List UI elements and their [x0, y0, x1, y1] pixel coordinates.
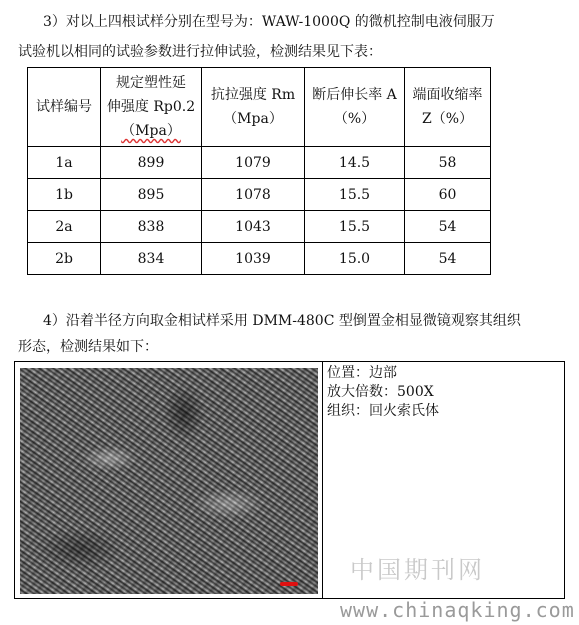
header-reduction-of-area: 端面收缩率 Z（%）	[405, 68, 491, 147]
table-row	[28, 147, 491, 179]
header-elongation: 断后伸长率 A （%）	[305, 68, 405, 147]
table-cell: 15.5	[305, 179, 405, 211]
table-row	[28, 211, 491, 243]
table-cell: 1079	[202, 147, 305, 179]
info-magnification: 放大倍数：500X	[327, 384, 434, 400]
table-cell: 1078	[202, 179, 305, 211]
section3-line2: 试验机以相同的试验参数进行拉伸试验，检测结果见下表：	[18, 44, 382, 60]
table-cell: 15.5	[305, 211, 405, 243]
table-cell: 15.0	[305, 243, 405, 275]
figure-divider	[322, 362, 323, 598]
section4-line1: 4）沿着半径方向取金相试样采用 DMM-480C 型倒置金相显微镜观察其组织	[43, 313, 521, 329]
table-cell: 895	[101, 179, 202, 211]
table-row	[28, 179, 491, 211]
table-cell: 899	[101, 147, 202, 179]
header-yield-strength: 规定塑性延 伸强度 Rp0.2 （Mpa）	[101, 68, 202, 147]
info-structure: 组织：回火索氏体	[327, 403, 439, 419]
watermark-url: www.chinaqking.com	[340, 598, 575, 622]
table-cell: 834	[101, 243, 202, 275]
table-cell: 1b	[28, 179, 101, 211]
tensile-results-table	[27, 67, 491, 275]
header-tensile-strength: 抗拉强度 Rm （Mpa）	[202, 68, 305, 147]
table-cell: 54	[405, 211, 491, 243]
micrograph-image	[20, 368, 318, 594]
header-sample-id: 试样编号	[28, 68, 101, 147]
table-cell: 838	[101, 211, 202, 243]
table-cell: 1a	[28, 147, 101, 179]
table-cell: 58	[405, 147, 491, 179]
micrograph-info	[327, 364, 439, 421]
info-position: 位置：边部	[327, 365, 397, 381]
table-cell: 2b	[28, 243, 101, 275]
scale-bar-mark	[280, 582, 298, 586]
table-cell: 14.5	[305, 147, 405, 179]
section3-line1: 3）对以上四根试样分别在型号为：WAW-1000Q 的微机控制电液伺服万	[43, 14, 495, 30]
section4-line2: 形态，检测结果如下：	[18, 339, 158, 355]
table-cell: 2a	[28, 211, 101, 243]
watermark-cn: 中国期刊网	[350, 556, 485, 584]
table-cell: 60	[405, 179, 491, 211]
table-header-row	[28, 68, 491, 147]
table-row	[28, 243, 491, 275]
table-cell: 54	[405, 243, 491, 275]
table-cell: 1039	[202, 243, 305, 275]
table-cell: 1043	[202, 211, 305, 243]
